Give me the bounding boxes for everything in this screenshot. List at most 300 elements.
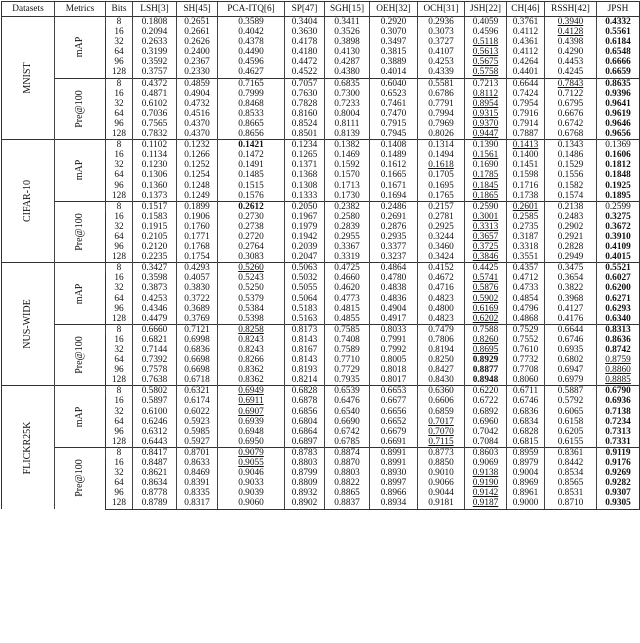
value-cell [545,201,597,212]
bits-value: 32 [114,468,124,479]
value-cell [133,294,177,304]
metric-value: 0.8361 [557,447,584,458]
value-cell [370,17,418,28]
metric-value: 0.3910 [605,231,631,242]
metric-value: 0.8313 [605,324,631,335]
value-cell [325,498,370,509]
metric-value: 0.4112 [512,27,539,38]
value-cell [325,375,370,386]
value-cell [285,140,325,151]
bits-cell [106,407,133,417]
metric-value: 0.1486 [557,150,584,161]
metric-value: 0.8799 [291,468,318,479]
metric-value: 0.3460 [428,242,454,253]
value-cell [133,242,177,252]
value-cell [325,273,370,283]
value-cell [507,386,545,397]
value-cell [133,47,177,57]
value-cell [218,386,285,397]
value-cell [325,335,370,345]
value-cell [597,417,640,427]
metric-value: 0.4780 [380,273,407,284]
value-cell [133,109,177,119]
value-cell [177,314,218,325]
value-cell [325,109,370,119]
value-cell [133,252,177,263]
value-cell [465,150,507,160]
metric-value: 0.6948 [238,426,264,437]
metric-value: 0.4152 [428,263,454,274]
metric-value: 0.5032 [291,273,318,284]
value-cell [370,498,418,509]
metric-value: 0.6065 [557,406,584,417]
metric-value: 0.6246 [141,416,168,427]
value-cell [545,232,597,242]
value-cell [285,57,325,67]
value-cell [418,365,465,375]
value-cell [370,427,418,437]
metric-value: 0.8004 [334,108,360,119]
metric-value: 0.2781 [428,211,454,222]
metric-value: 0.1254 [184,170,210,181]
metric-value: 0.8143 [291,334,318,345]
value-cell [465,304,507,314]
metric-value: 0.8991 [380,447,407,458]
header-cell: SH[45] [177,2,218,17]
value-cell [133,417,177,427]
value-cell [325,232,370,242]
metric-value: 0.6892 [472,406,499,417]
metric-value: 0.8701 [184,447,210,458]
metric-value: 0.8533 [238,108,264,119]
value-cell [597,355,640,365]
metric-value: 0.2955 [334,231,360,242]
value-cell [465,294,507,304]
value-cell [177,47,218,57]
value-cell [325,324,370,335]
metric-value: 0.3898 [334,37,360,48]
value-cell [370,407,418,417]
value-cell [597,170,640,180]
value-cell [507,407,545,417]
metric-value: 0.8143 [291,355,318,366]
metric-value: 0.7992 [380,345,407,355]
value-cell [285,27,325,37]
bits-cell [106,263,133,274]
value-cell [325,427,370,437]
value-cell [465,458,507,468]
metric-value: 0.7313 [605,426,631,437]
value-cell [133,386,177,397]
value-cell [370,160,418,170]
value-cell [285,191,325,202]
metric-value: 0.5250 [238,283,264,294]
value-cell [285,89,325,99]
metric-value: 0.5561 [605,27,631,38]
value-cell [465,417,507,427]
value-cell [465,324,507,335]
value-cell [465,78,507,89]
metric-value: 0.8427 [428,365,454,376]
value-cell [325,78,370,89]
metric-value: 0.1690 [472,160,499,171]
value-cell [370,386,418,397]
metric-value: 0.5897 [141,396,168,407]
header-cell: Bits [106,2,133,17]
value-cell [133,263,177,274]
value-cell [418,140,465,151]
value-cell [418,304,465,314]
value-cell [418,345,465,355]
metric-value: 0.6606 [428,396,454,407]
header-cell: RSSH[42] [545,2,597,17]
metric-value: 0.4516 [184,108,210,119]
bits-value: 128 [112,190,126,201]
metric-value: 0.1369 [605,140,631,151]
metric-value: 0.8695 [472,345,499,355]
value-cell [465,27,507,37]
value-cell [177,27,218,37]
value-cell [177,468,218,478]
value-cell [465,89,507,99]
value-cell [218,294,285,304]
value-cell [285,345,325,355]
bits-cell [106,181,133,191]
value-cell [133,232,177,242]
metric-value: 0.3427 [141,263,168,274]
value-cell [177,427,218,437]
value-cell [325,263,370,274]
value-cell [133,335,177,345]
bits-value: 32 [114,221,124,232]
value-cell [597,263,640,274]
metric-value: 0.1472 [238,150,264,161]
value-cell [465,386,507,397]
metric-value: 0.2691 [380,211,407,222]
value-cell [285,201,325,212]
metric-value: 0.4732 [184,98,210,109]
bits-cell [106,375,133,386]
metric-value: 0.8621 [141,468,168,479]
metric-value: 0.5118 [472,37,499,48]
metric-value: 0.7999 [238,88,264,99]
metric-value: 0.1612 [380,160,407,171]
metric-value: 0.8194 [428,345,454,355]
value-cell [285,488,325,498]
metric-value: 0.8565 [557,478,584,489]
value-cell [325,355,370,365]
metric-value: 0.6321 [184,386,210,397]
value-cell [418,263,465,274]
metric-value: 0.3377 [380,242,407,253]
value-cell [133,478,177,488]
metric-value: 0.4823 [428,293,454,304]
value-cell [465,355,507,365]
value-cell [177,201,218,212]
value-cell [370,181,418,191]
bits-cell [106,129,133,140]
metric-value: 0.5613 [472,47,499,58]
metric-value: 0.7461 [380,98,407,109]
metric-value: 0.8214 [291,375,318,386]
metric-value: 0.6653 [380,386,407,397]
metric-name: mAP [73,160,85,181]
metric-value: 0.6155 [557,436,584,447]
metric-value: 0.9119 [605,447,631,458]
metric-value: 0.9447 [472,129,499,140]
value-cell [177,294,218,304]
metric-value: 0.4127 [557,303,584,314]
value-cell [597,294,640,304]
metric-value: 0.6523 [380,88,407,99]
value-cell [545,109,597,119]
metric-value: 0.5902 [472,293,499,304]
metric-value: 0.8865 [334,488,360,499]
value-cell [285,242,325,252]
value-cell [418,232,465,242]
value-cell [597,78,640,89]
metric-value: 0.3244 [428,231,454,242]
value-cell [465,242,507,252]
metric-value: 0.4398 [557,37,584,48]
value-cell [325,488,370,498]
metric-value: 0.1360 [141,180,168,191]
bits-value: 64 [114,47,124,58]
metric-value: 0.9370 [472,118,499,129]
table-row [2,17,640,28]
metric-value: 0.8173 [291,324,318,335]
value-cell [177,99,218,109]
value-cell [285,427,325,437]
metric-value: 0.7392 [141,355,168,366]
metric-value: 0.6548 [605,47,631,58]
metric-value: 0.4401 [512,67,539,78]
metric-label [55,78,106,140]
metric-value: 0.9656 [605,129,631,140]
value-cell [177,129,218,140]
metric-value: 0.8822 [334,478,360,489]
value-cell [545,427,597,437]
value-cell [218,417,285,427]
value-cell [597,437,640,448]
value-cell [218,201,285,212]
metric-value: 0.1925 [605,180,631,191]
metric-value: 0.2367 [184,57,210,68]
metric-value: 0.1705 [428,170,454,181]
value-cell [218,458,285,468]
metric-value: 0.8033 [380,324,407,335]
metric-value: 0.7165 [238,78,264,89]
value-cell [370,252,418,263]
value-cell [507,242,545,252]
metric-value: 0.4130 [334,47,360,58]
metric-value: 0.8656 [238,129,264,140]
metric-value: 0.7057 [291,78,318,89]
value-cell [325,447,370,458]
metric-value: 0.3722 [184,293,210,304]
value-cell [218,304,285,314]
value-cell [325,181,370,191]
bits-cell [106,498,133,509]
metric-value: 0.3411 [334,17,360,27]
metric-value: 0.1713 [334,180,360,191]
value-cell [597,386,640,397]
value-cell [325,468,370,478]
metric-value: 0.5063 [291,263,318,274]
metric-value: 0.4660 [334,273,360,284]
value-cell [285,304,325,314]
value-cell [418,67,465,78]
value-cell [465,263,507,274]
metric-value: 0.8266 [238,355,264,366]
value-cell [465,181,507,191]
metric-value: 0.1561 [472,150,499,161]
value-cell [370,222,418,232]
metric-value: 0.6660 [141,324,168,335]
value-cell [133,67,177,78]
metric-value: 0.6169 [472,303,499,314]
metric-value: 0.2828 [557,242,584,253]
value-cell [465,119,507,129]
metric-value: 0.7213 [472,78,499,89]
metric-value: 0.7529 [512,324,539,335]
value-cell [325,150,370,160]
metric-value: 0.6652 [380,416,407,427]
value-cell [218,67,285,78]
metric-value: 0.6293 [605,303,631,314]
metric-value: 0.5379 [238,293,264,304]
value-cell [218,263,285,274]
table-row [2,447,640,458]
metric-value: 0.3830 [184,283,210,294]
metric-value: 0.4109 [605,242,631,253]
header-cell: Datasets [2,2,55,17]
value-cell [597,478,640,488]
value-cell [507,324,545,335]
metric-name: mAP [73,283,85,304]
metric-value: 0.7630 [291,88,318,99]
metric-value: 0.7991 [380,334,407,345]
bits-cell [106,27,133,37]
value-cell [285,78,325,89]
metric-value: 0.8442 [557,458,584,469]
metric-value: 0.8111 [334,118,360,129]
value-cell [597,140,640,151]
value-cell [218,119,285,129]
value-cell [218,447,285,458]
value-cell [370,488,418,498]
value-cell [545,365,597,375]
metric-value: 0.1738 [512,190,539,201]
metric-value: 0.4838 [380,283,407,294]
value-cell [285,447,325,458]
metric-value: 0.5758 [472,67,499,78]
metric-value: 0.8469 [184,468,210,479]
value-cell [597,242,640,252]
metric-value: 0.8902 [291,498,318,509]
metric-value: 0.1491 [238,160,264,171]
value-cell [218,212,285,222]
metric-value: 0.6540 [334,406,360,417]
value-cell [177,57,218,67]
value-cell [418,488,465,498]
metric-value: 0.9138 [472,468,499,479]
value-cell [370,417,418,427]
value-cell [325,89,370,99]
value-cell [218,160,285,170]
value-cell [133,99,177,109]
metric-name: mAP [73,37,85,58]
metric-value: 0.6907 [238,406,264,417]
value-cell [507,365,545,375]
value-cell [597,447,640,458]
value-cell [218,252,285,263]
results-table [1,1,640,510]
value-cell [597,17,640,28]
metric-value: 0.5675 [472,57,499,68]
metric-value: 0.3761 [512,17,539,27]
value-cell [285,263,325,274]
metric-value: 0.6200 [605,283,631,294]
value-cell [177,109,218,119]
value-cell [370,314,418,325]
metric-value: 0.4864 [380,263,407,274]
dataset-name: FLICKR25K [21,421,33,475]
value-cell [597,335,640,345]
metric-value: 0.1606 [605,150,631,161]
value-cell [218,27,285,37]
metric-value: 0.6698 [184,365,210,376]
value-cell [418,498,465,509]
value-cell [507,498,545,509]
value-cell [177,191,218,202]
value-cell [597,212,640,222]
value-cell [218,140,285,151]
value-cell [465,314,507,325]
value-cell [507,119,545,129]
metric-value: 0.8362 [238,375,264,386]
value-cell [325,304,370,314]
value-cell [325,283,370,293]
value-cell [597,345,640,355]
value-cell [370,109,418,119]
value-cell [545,57,597,67]
value-cell [465,283,507,293]
header-cell: SP[47] [285,2,325,17]
value-cell [597,27,640,37]
metric-value: 0.7954 [512,98,539,109]
value-cell [507,345,545,355]
value-cell [418,160,465,170]
metric-value: 0.5985 [184,426,210,437]
metric-value: 0.1574 [557,190,584,201]
value-cell [133,89,177,99]
metric-value: 0.2601 [512,201,539,212]
metric-label [55,447,106,509]
value-cell [597,37,640,47]
metric-value: 0.3083 [238,252,264,263]
metric-value: 0.1785 [472,170,499,181]
metric-value: 0.7887 [512,129,539,140]
value-cell [545,314,597,325]
metric-value: 0.6785 [334,436,360,447]
bits-cell [106,99,133,109]
value-cell [218,242,285,252]
value-cell [177,498,218,509]
metric-value: 0.1469 [334,150,360,161]
value-cell [597,273,640,283]
metric-value: 0.4620 [334,283,360,294]
